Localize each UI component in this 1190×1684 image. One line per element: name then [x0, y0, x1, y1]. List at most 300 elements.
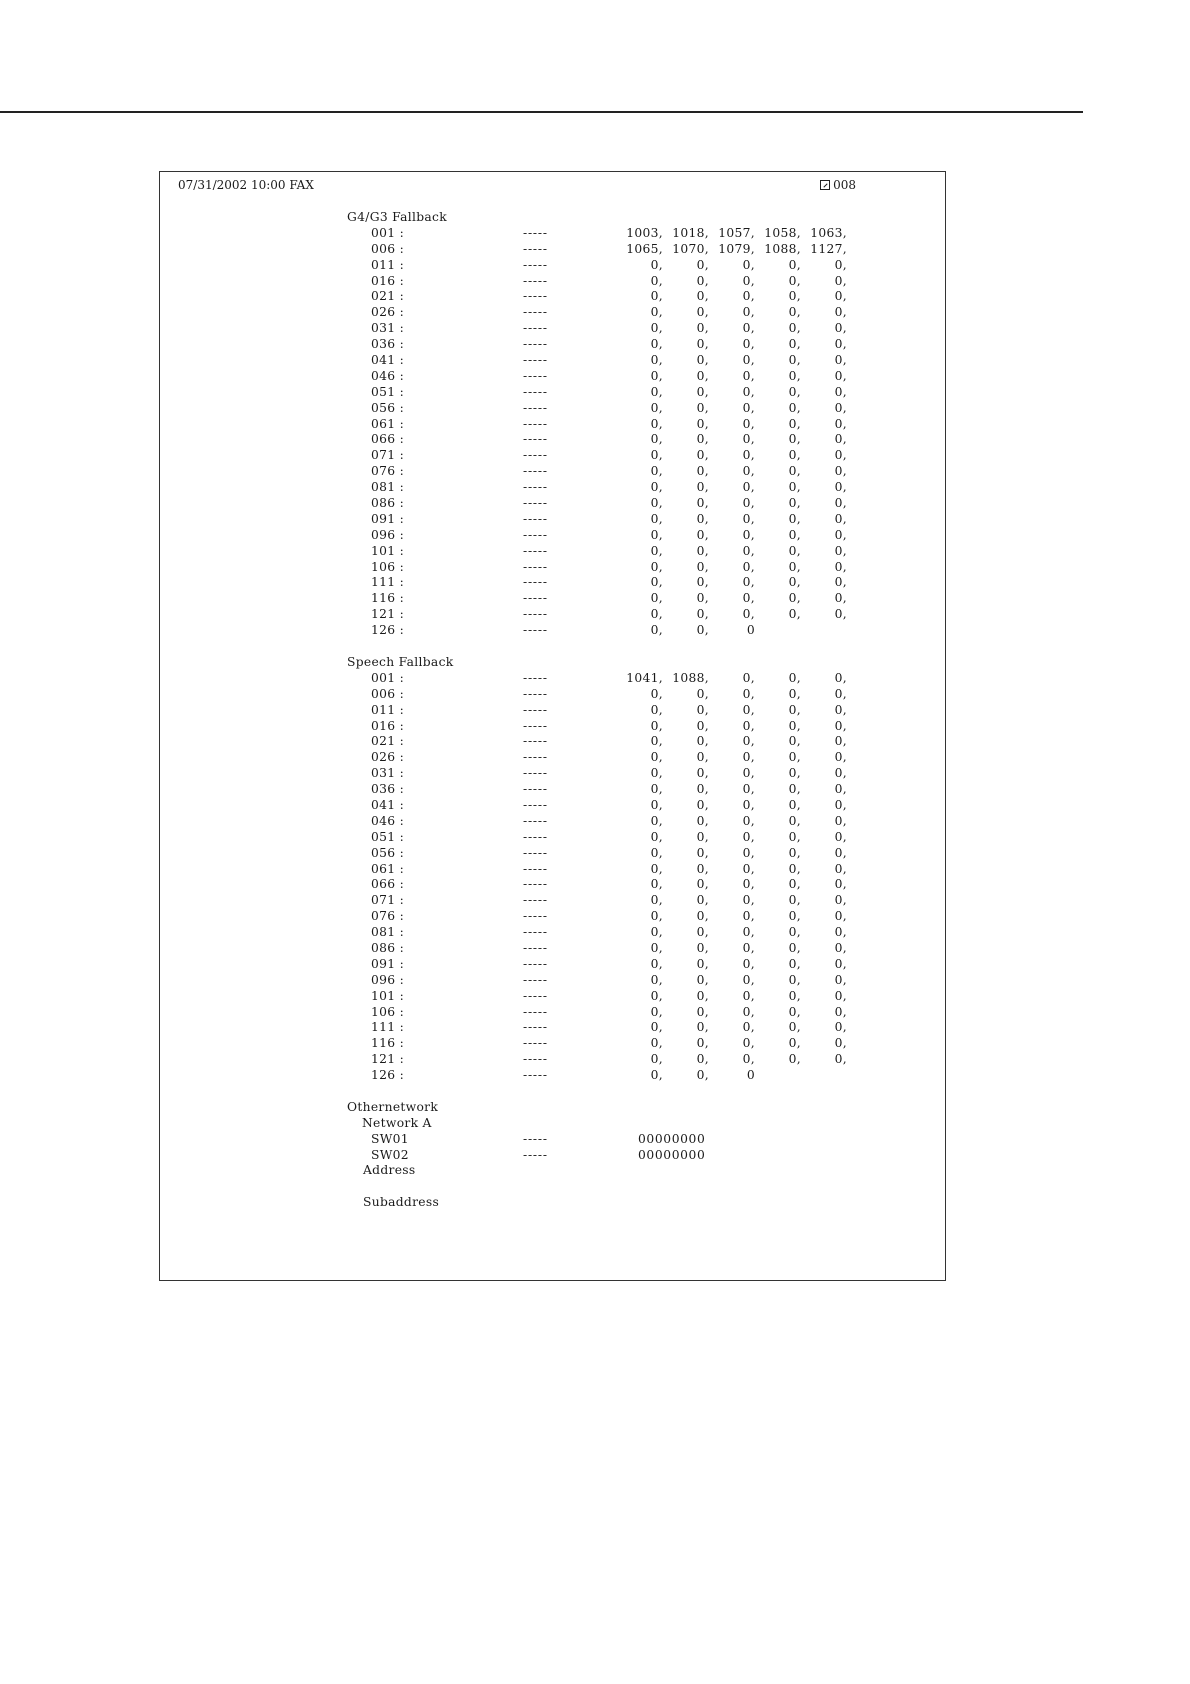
table-row [347, 862, 907, 878]
row-value: 0, [742, 829, 755, 844]
row-value: 1063, [810, 225, 847, 240]
row-index: 076 : [371, 909, 405, 924]
row-value: 0, [650, 702, 663, 717]
table-row [347, 464, 907, 480]
row-index: 051 : [371, 384, 405, 399]
row-value: 0, [788, 273, 801, 288]
report-frame [159, 171, 946, 1281]
table-row [347, 560, 907, 576]
row-value: 0, [834, 750, 847, 765]
row-index: 016 : [371, 273, 405, 288]
table-row [347, 512, 907, 528]
row-value: 0, [696, 257, 709, 272]
row-value: 0, [650, 1052, 663, 1067]
row-index: 126 : [371, 623, 405, 638]
row-value: 0, [696, 623, 709, 638]
table-row [347, 814, 907, 830]
row-value: 0, [696, 972, 709, 987]
row-index: 111 : [371, 575, 405, 590]
table-row [347, 528, 907, 544]
row-value: 0, [742, 368, 755, 383]
row-value: 0, [742, 289, 755, 304]
row-separator: ----- [523, 988, 548, 1003]
row-value: 0, [650, 527, 663, 542]
row-value: 1065, [626, 241, 663, 256]
row-value: 0, [788, 1052, 801, 1067]
row-value: 0, [696, 1020, 709, 1035]
row-value: 0, [742, 416, 755, 431]
switch-name: SW02 [371, 1147, 409, 1162]
row-value: 0 [746, 1068, 755, 1083]
row-value: 0, [696, 1036, 709, 1051]
row-value: 0, [742, 607, 755, 622]
row-value: 0, [650, 972, 663, 987]
row-separator: ----- [523, 893, 548, 908]
row-value: 0, [834, 861, 847, 876]
row-value: 0, [696, 702, 709, 717]
page-number [820, 176, 856, 194]
row-value: 0, [742, 1004, 755, 1019]
row-value: 0, [788, 813, 801, 828]
section-gap [347, 1084, 907, 1100]
row-value: 0, [742, 893, 755, 908]
row-value: 0, [788, 480, 801, 495]
row-value: 0, [834, 337, 847, 352]
table-row [347, 401, 907, 417]
table-row [347, 417, 907, 433]
row-value: 0, [696, 321, 709, 336]
row-value: 0, [696, 797, 709, 812]
row-value: 0, [696, 845, 709, 860]
row-value: 0, [788, 718, 801, 733]
row-value: 0, [834, 480, 847, 495]
row-value: 0, [742, 496, 755, 511]
table-row [347, 321, 907, 337]
row-value: 0, [650, 257, 663, 272]
row-value: 0, [788, 368, 801, 383]
row-value: 0, [650, 1036, 663, 1051]
row-separator: ----- [523, 956, 548, 971]
row-value: 0, [696, 893, 709, 908]
row-value: 0, [834, 368, 847, 383]
row-value: 0, [788, 511, 801, 526]
row-value: 0, [788, 686, 801, 701]
row-index: 086 : [371, 940, 405, 955]
row-value: 0, [650, 496, 663, 511]
row-value: 0, [788, 432, 801, 447]
row-index: 116 : [371, 591, 405, 606]
row-value: 0, [650, 416, 663, 431]
row-value: 0, [742, 527, 755, 542]
row-index: 021 : [371, 734, 405, 749]
row-value: 0, [788, 925, 801, 940]
table-row [347, 798, 907, 814]
row-value: 0, [788, 766, 801, 781]
row-value: 0, [696, 829, 709, 844]
fallback-section [347, 655, 907, 1100]
row-separator: ----- [523, 511, 548, 526]
row-value: 0, [650, 368, 663, 383]
row-index: 036 : [371, 782, 405, 797]
row-value: 0, [788, 734, 801, 749]
table-row [347, 305, 907, 321]
row-value: 1070, [672, 241, 709, 256]
row-separator: ----- [523, 575, 548, 590]
row-index: 041 : [371, 353, 405, 368]
row-value: 0, [742, 480, 755, 495]
row-index: 091 : [371, 511, 405, 526]
report-body [347, 210, 907, 1211]
row-value: 0, [650, 877, 663, 892]
row-separator: ----- [523, 1036, 548, 1051]
row-value: 0, [788, 893, 801, 908]
table-row [347, 1052, 907, 1068]
row-value: 0, [788, 909, 801, 924]
table-row [347, 925, 907, 941]
row-value: 0, [742, 702, 755, 717]
row-value: 0, [788, 750, 801, 765]
row-value: 0, [788, 496, 801, 511]
row-value: 0, [650, 956, 663, 971]
row-value: 0, [696, 337, 709, 352]
row-value: 0, [650, 607, 663, 622]
row-value: 0, [834, 559, 847, 574]
row-value: 0, [742, 972, 755, 987]
table-row [347, 369, 907, 385]
row-separator: ----- [523, 718, 548, 733]
row-value: 0, [788, 829, 801, 844]
row-value: 0, [834, 591, 847, 606]
row-value: 0, [742, 861, 755, 876]
row-value: 0, [834, 353, 847, 368]
row-value: 0, [696, 909, 709, 924]
row-value: 1127, [810, 241, 847, 256]
row-separator: ----- [523, 353, 548, 368]
row-value: 0, [650, 686, 663, 701]
row-value: 0, [834, 718, 847, 733]
table-row [347, 591, 907, 607]
row-separator: ----- [523, 1052, 548, 1067]
row-value: 0, [788, 448, 801, 463]
row-value: 0, [742, 845, 755, 860]
row-value: 0, [696, 448, 709, 463]
row-value: 0, [696, 400, 709, 415]
row-value: 0, [742, 956, 755, 971]
top-rule [0, 111, 1083, 113]
row-value: 0, [742, 909, 755, 924]
row-value: 0, [742, 591, 755, 606]
row-value: 0, [788, 559, 801, 574]
table-row [347, 877, 907, 893]
row-value: 0, [650, 813, 663, 828]
row-index: 121 : [371, 607, 405, 622]
row-value: 0, [650, 797, 663, 812]
row-value: 0, [696, 305, 709, 320]
row-value: 0, [742, 797, 755, 812]
row-index: 006 : [371, 686, 405, 701]
row-value: 0, [650, 321, 663, 336]
table-row [347, 385, 907, 401]
row-separator: ----- [523, 257, 548, 272]
row-value: 0, [742, 1036, 755, 1051]
row-separator: ----- [523, 686, 548, 701]
table-row [347, 719, 907, 735]
table-row [347, 289, 907, 305]
row-value: 0, [742, 511, 755, 526]
row-value: 0, [742, 1052, 755, 1067]
row-separator: ----- [523, 940, 548, 955]
row-value: 0, [788, 416, 801, 431]
table-row [347, 830, 907, 846]
row-separator: ----- [523, 273, 548, 288]
page-number-text: 008 [833, 178, 856, 192]
row-value: 0, [650, 289, 663, 304]
row-value: 0, [650, 845, 663, 860]
row-value: 0, [742, 686, 755, 701]
switch-separator: ----- [523, 1131, 548, 1146]
table-row [347, 750, 907, 766]
row-value: 0, [696, 591, 709, 606]
row-value: 0, [742, 432, 755, 447]
fallback-sections [347, 210, 907, 1100]
row-value: 0, [650, 480, 663, 495]
row-value: 0, [788, 797, 801, 812]
row-value: 0, [742, 353, 755, 368]
row-value: 0, [742, 750, 755, 765]
row-value: 0, [696, 432, 709, 447]
row-separator: ----- [523, 782, 548, 797]
row-value: 0, [696, 1052, 709, 1067]
row-value: 0, [742, 670, 755, 685]
address-gap [347, 1179, 907, 1195]
table-row [347, 941, 907, 957]
row-separator: ----- [523, 861, 548, 876]
row-index: 081 : [371, 925, 405, 940]
row-index: 106 : [371, 559, 405, 574]
table-row [347, 575, 907, 591]
row-separator: ----- [523, 321, 548, 336]
row-separator: ----- [523, 496, 548, 511]
table-row [347, 353, 907, 369]
row-separator: ----- [523, 241, 548, 256]
section-gap [347, 639, 907, 655]
row-value: 0, [742, 925, 755, 940]
row-value: 0, [834, 877, 847, 892]
report-datetime: 07/31/2002 10:00 FAX [178, 178, 314, 192]
row-separator: ----- [523, 1068, 548, 1083]
row-index: 116 : [371, 1036, 405, 1051]
row-value: 1088, [764, 241, 801, 256]
row-value: 0, [742, 257, 755, 272]
row-value: 0, [650, 432, 663, 447]
row-value: 0, [650, 1068, 663, 1083]
row-separator: ----- [523, 384, 548, 399]
row-value: 0, [788, 1004, 801, 1019]
row-value: 0, [834, 1020, 847, 1035]
row-value: 0, [650, 543, 663, 558]
row-separator: ----- [523, 623, 548, 638]
row-separator: ----- [523, 337, 548, 352]
row-index: 011 : [371, 257, 405, 272]
row-value: 0, [696, 988, 709, 1003]
row-value: 0, [834, 575, 847, 590]
row-index: 001 : [371, 670, 405, 685]
table-row [347, 1005, 907, 1021]
row-index: 101 : [371, 988, 405, 1003]
row-index: 046 : [371, 813, 405, 828]
row-value: 0, [650, 353, 663, 368]
row-separator: ----- [523, 289, 548, 304]
row-value: 0, [834, 527, 847, 542]
row-index: 036 : [371, 337, 405, 352]
row-value: 0, [696, 750, 709, 765]
row-value: 0, [788, 337, 801, 352]
row-separator: ----- [523, 702, 548, 717]
row-value: 0, [650, 782, 663, 797]
row-value: 0, [650, 305, 663, 320]
row-value: 0, [696, 511, 709, 526]
row-separator: ----- [523, 925, 548, 940]
table-row [347, 671, 907, 687]
row-value: 0, [650, 623, 663, 638]
row-separator: ----- [523, 416, 548, 431]
row-index: 121 : [371, 1052, 405, 1067]
row-value: 0, [742, 464, 755, 479]
row-value: 0, [834, 400, 847, 415]
row-value: 0, [742, 718, 755, 733]
row-value: 0, [742, 813, 755, 828]
row-separator: ----- [523, 829, 548, 844]
row-value: 0, [650, 591, 663, 606]
row-value: 0, [650, 893, 663, 908]
row-value: 0, [650, 1004, 663, 1019]
row-value: 0, [834, 543, 847, 558]
table-row [347, 480, 907, 496]
table-row [347, 544, 907, 560]
row-value: 0, [696, 559, 709, 574]
row-separator: ----- [523, 797, 548, 812]
row-value: 0, [742, 766, 755, 781]
row-value: 0, [742, 877, 755, 892]
row-value: 0, [834, 1052, 847, 1067]
row-index: 101 : [371, 543, 405, 558]
row-value: 0, [650, 829, 663, 844]
row-separator: ----- [523, 670, 548, 685]
row-value: 0, [788, 305, 801, 320]
row-index: 016 : [371, 718, 405, 733]
row-separator: ----- [523, 845, 548, 860]
row-value: 0, [742, 448, 755, 463]
row-separator: ----- [523, 480, 548, 495]
row-value: 0, [834, 511, 847, 526]
row-value: 0, [696, 686, 709, 701]
network-label: Network A [362, 1115, 432, 1130]
switch-value: 00000000 [638, 1147, 706, 1162]
row-value: 0, [834, 940, 847, 955]
row-value: 0, [650, 400, 663, 415]
row-value: 0, [788, 845, 801, 860]
row-value: 0, [788, 1020, 801, 1035]
row-value: 0, [742, 1020, 755, 1035]
switch-row [347, 1132, 907, 1148]
row-value: 0, [834, 670, 847, 685]
row-value: 0, [696, 368, 709, 383]
row-value: 0, [834, 956, 847, 971]
switch-row [347, 1148, 907, 1164]
table-row [347, 703, 907, 719]
row-value: 0, [696, 273, 709, 288]
row-separator: ----- [523, 607, 548, 622]
table-row [347, 957, 907, 973]
row-value: 1057, [718, 225, 755, 240]
row-index: 006 : [371, 241, 405, 256]
row-value: 0, [742, 400, 755, 415]
table-row [347, 274, 907, 290]
table-row [347, 973, 907, 989]
switch-list [347, 1132, 907, 1164]
row-separator: ----- [523, 368, 548, 383]
row-value: 0, [742, 543, 755, 558]
row-value: 0, [788, 940, 801, 955]
row-index: 086 : [371, 496, 405, 511]
row-value: 0, [788, 353, 801, 368]
row-value: 0, [696, 464, 709, 479]
table-row [347, 242, 907, 258]
row-value: 0, [742, 988, 755, 1003]
switch-name: SW01 [371, 1131, 409, 1146]
row-value: 0, [742, 734, 755, 749]
fallback-section [347, 210, 907, 655]
row-value: 0, [650, 448, 663, 463]
row-index: 091 : [371, 956, 405, 971]
row-value: 0, [696, 543, 709, 558]
row-index: 046 : [371, 368, 405, 383]
row-separator: ----- [523, 543, 548, 558]
row-value: 0, [834, 972, 847, 987]
row-separator: ----- [523, 813, 548, 828]
table-row [347, 1020, 907, 1036]
row-value: 0, [742, 575, 755, 590]
table-row [347, 448, 907, 464]
row-value: 0, [696, 496, 709, 511]
row-value: 0, [650, 925, 663, 940]
row-value: 0, [696, 956, 709, 971]
row-separator: ----- [523, 305, 548, 320]
row-separator: ----- [523, 559, 548, 574]
row-value: 0, [696, 575, 709, 590]
row-index: 041 : [371, 797, 405, 812]
switch-value: 00000000 [638, 1131, 706, 1146]
row-value: 0, [742, 782, 755, 797]
row-index: 066 : [371, 432, 405, 447]
table-row [347, 734, 907, 750]
row-value: 0, [650, 718, 663, 733]
row-value: 0, [788, 575, 801, 590]
row-value: 0, [834, 321, 847, 336]
row-separator: ----- [523, 225, 548, 240]
table-row [347, 782, 907, 798]
row-index: 081 : [371, 480, 405, 495]
row-separator: ----- [523, 734, 548, 749]
row-value: 0, [834, 893, 847, 908]
row-value: 0, [650, 575, 663, 590]
row-value: 0, [696, 861, 709, 876]
row-separator: ----- [523, 766, 548, 781]
report-header [178, 176, 918, 194]
row-value: 0, [788, 527, 801, 542]
row-value: 0, [696, 877, 709, 892]
page-icon [820, 180, 830, 190]
